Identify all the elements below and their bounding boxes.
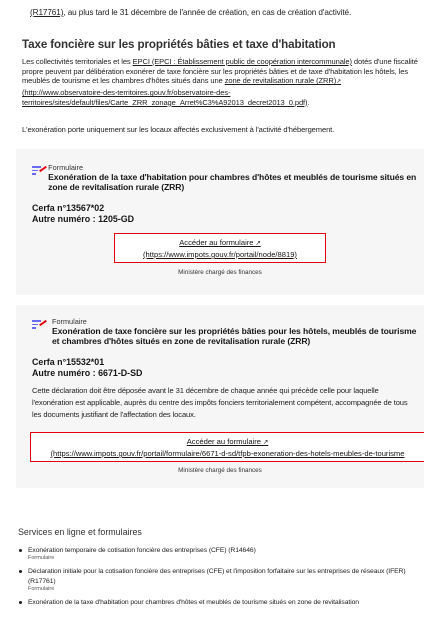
intro-ref-link[interactable]: (R17761) [30,8,64,17]
service-kind: Formulaire [28,586,55,593]
service-link[interactable]: Exonération temporaire de cotisation foncière des entreprises (CFE) (R14646) [28,547,256,554]
form-label: Formulaire [52,317,87,326]
cerfa-number: Cerfa n°15532*01 [32,357,105,367]
ministry-label: Ministère chargé des finances [178,467,262,474]
form-card-1-header [32,163,424,193]
form-pen-icon [32,319,47,329]
bullet-icon [19,601,22,604]
form-title: Exonération de la taxe d'habitation pour chambres d'hôtes et meublés de tourisme situés en zone de revitalisation rurale (ZRR) [48,172,417,193]
button-label: Accéder au formulaire [179,238,254,247]
cerfa-number: Cerfa n°13567*02 [32,203,105,213]
button-label: Accéder au formulaire [186,437,262,446]
service-link[interactable]: Déclaration initiale pour la cotisation foncière des entreprises (CFE) et l'imposition forfaitaire sur les entreprises de réseaux (IFER) (R17761) [28,568,406,585]
form-title: Exonération de taxe foncière sur les propriétés bâties pour les hôtels, meublés de tourisme et chambres d'hôtes situés en zone de revitalisation rurale (ZRR) [52,326,417,347]
other-number: Autre numéro : 6671-D-SD [32,368,143,378]
form-card-2-header [32,317,422,347]
list-item[interactable] [18,546,418,562]
paragraph-middle: dotés d'une fiscalité propre peuvent par délibération exonérer de taxe foncière sur les propriétés bâties et de taxe d'habitation les hôtels, les meublés de tourisme et les chambres d'hôtes situés dans une [22,57,418,86]
bullet-icon [19,549,22,552]
other-number: Autre numéro : 1205-GD [32,214,135,224]
button-url: (https://www.impots.gouv.fr/portail/formulaire/6671-d-sd/tfpb-exoneration-des-hotels-meubles-de-tourisme [50,449,405,458]
service-link[interactable]: Exonération de la taxe d'habitation pour chambres d'hôtes et meublés de tourisme situés en zone de revitalisation [28,599,359,607]
list-item[interactable] [18,598,418,607]
external-link-icon: ↗ [253,240,261,247]
button-url: (https://www.impots.gouv.fr/portail/node/8819) [143,250,297,259]
service-kind: Formulaire [28,555,55,562]
paragraph-end: . [307,97,310,107]
zrr-link-url: (http://www.observatoire-des-territoires.gouv.fr/observatoire-des-territoires/sites/default/files/Carte_ZRR_zonage_Arret%C3%A92013_decret2013_0.pdf) [22,88,308,107]
section-title: Taxe foncière sur les propriétés bâties et taxe d'habitation [22,38,336,51]
form-card-1 [16,149,424,295]
intro-line [30,8,351,17]
form-description: Cette déclaration doit être déposée avant le 31 décembre de chaque année qui précède celle pour laquelle l'exonération est applicable, auprès du centre des impôts fonciers territorialement compétent, accompagnée de tous les documents justifiant de l'affectation des locaux. [32,386,408,419]
external-link-icon: ↗ [261,439,269,446]
paragraph-start: Les collectivités territoriales et les [22,57,133,66]
intro-text: , au plus tard le 31 décembre de l'année de création, en cas de création d'activité. [63,8,352,17]
form-pen-icon [32,165,43,175]
form-label: Formulaire [48,163,84,172]
access-form-button[interactable] [114,233,326,263]
epci-link[interactable]: EPCI (EPCI : Établissement public de coopération intercommunale) [132,57,352,66]
bullet-icon [19,570,22,573]
external-link-icon: ↗ [336,79,342,86]
form-card-2 [16,305,424,488]
section-paragraph-2: L'exonération porte uniquement sur les locaux affectés exclusivement à l'activité d'hébergement. [22,125,335,134]
zrr-link-label: zone de revitalisation rurale (ZRR) [224,76,337,86]
services-list [18,546,418,613]
access-form-button[interactable] [30,432,424,462]
ministry-label: Ministère chargé des finances [178,269,262,276]
services-title: Services en ligne et formulaires [18,527,142,537]
section-paragraph [22,57,418,108]
list-item[interactable] [18,567,418,593]
